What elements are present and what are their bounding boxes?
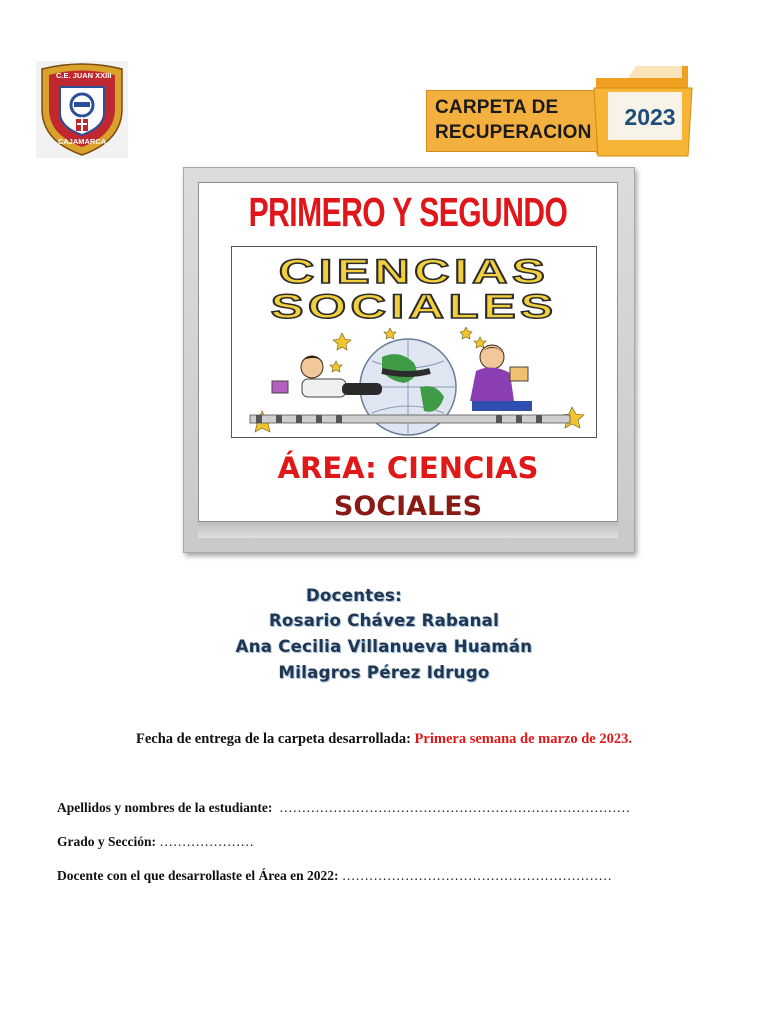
crest-text-top: C.E. JUAN XXIII bbox=[56, 71, 112, 80]
delivery-date-value: Primera semana de marzo de 2023. bbox=[414, 731, 632, 747]
crest-text-bottom: CAJAMARCA bbox=[57, 137, 107, 146]
teacher-name: Ana Cecilia Villanueva Huamán bbox=[235, 637, 533, 656]
poster-grade-title: PRIMERO Y SEGUNDO bbox=[248, 191, 568, 236]
poster-frame bbox=[183, 167, 635, 553]
delivery-date-label: Fecha de entrega de la carpeta desarrollada: bbox=[136, 731, 411, 747]
delivery-date-line bbox=[0, 731, 768, 748]
school-crest-logo bbox=[36, 61, 128, 158]
grade-section-label: Grado y Sección: bbox=[57, 834, 156, 849]
teacher-name: Milagros Pérez Idrugo bbox=[278, 663, 490, 682]
poster-frame-bottom bbox=[198, 522, 618, 538]
teacher-name: Rosario Chávez Rabanal bbox=[268, 611, 500, 630]
previous-teacher-label: Docente con el que desarrollaste el Área en 2022: bbox=[57, 868, 339, 883]
students-reading-globe-illustration bbox=[232, 327, 595, 437]
badge-line-2: RECUPERACION bbox=[435, 122, 592, 143]
student-name-line bbox=[57, 800, 630, 816]
teachers-heading: Docentes: bbox=[306, 586, 402, 605]
poster-illustration-box bbox=[231, 246, 597, 438]
grade-section-blank[interactable]: ………………… bbox=[159, 834, 254, 849]
poster-area-title-line-2: SOCIALES bbox=[333, 491, 483, 522]
badge-label-box bbox=[426, 90, 598, 152]
previous-teacher-blank[interactable]: …………………………………………………… bbox=[341, 868, 612, 883]
badge-line-1: CARPETA DE bbox=[435, 97, 559, 118]
previous-teacher-line bbox=[57, 868, 612, 884]
poster-word-ciencias: CIENCIAS bbox=[278, 253, 550, 291]
poster bbox=[198, 182, 618, 522]
poster-area-title-line-1: ÁREA: CIENCIAS bbox=[277, 451, 539, 485]
poster-word-sociales: SOCIALES bbox=[270, 288, 558, 326]
badge-year: 2023 bbox=[624, 104, 676, 130]
grade-section-line bbox=[57, 834, 254, 850]
recovery-folder-badge bbox=[426, 62, 694, 160]
student-name-blank[interactable]: …………………………………………………………………… bbox=[279, 800, 631, 815]
student-name-label: Apellidos y nombres de la estudiante: bbox=[57, 800, 273, 815]
